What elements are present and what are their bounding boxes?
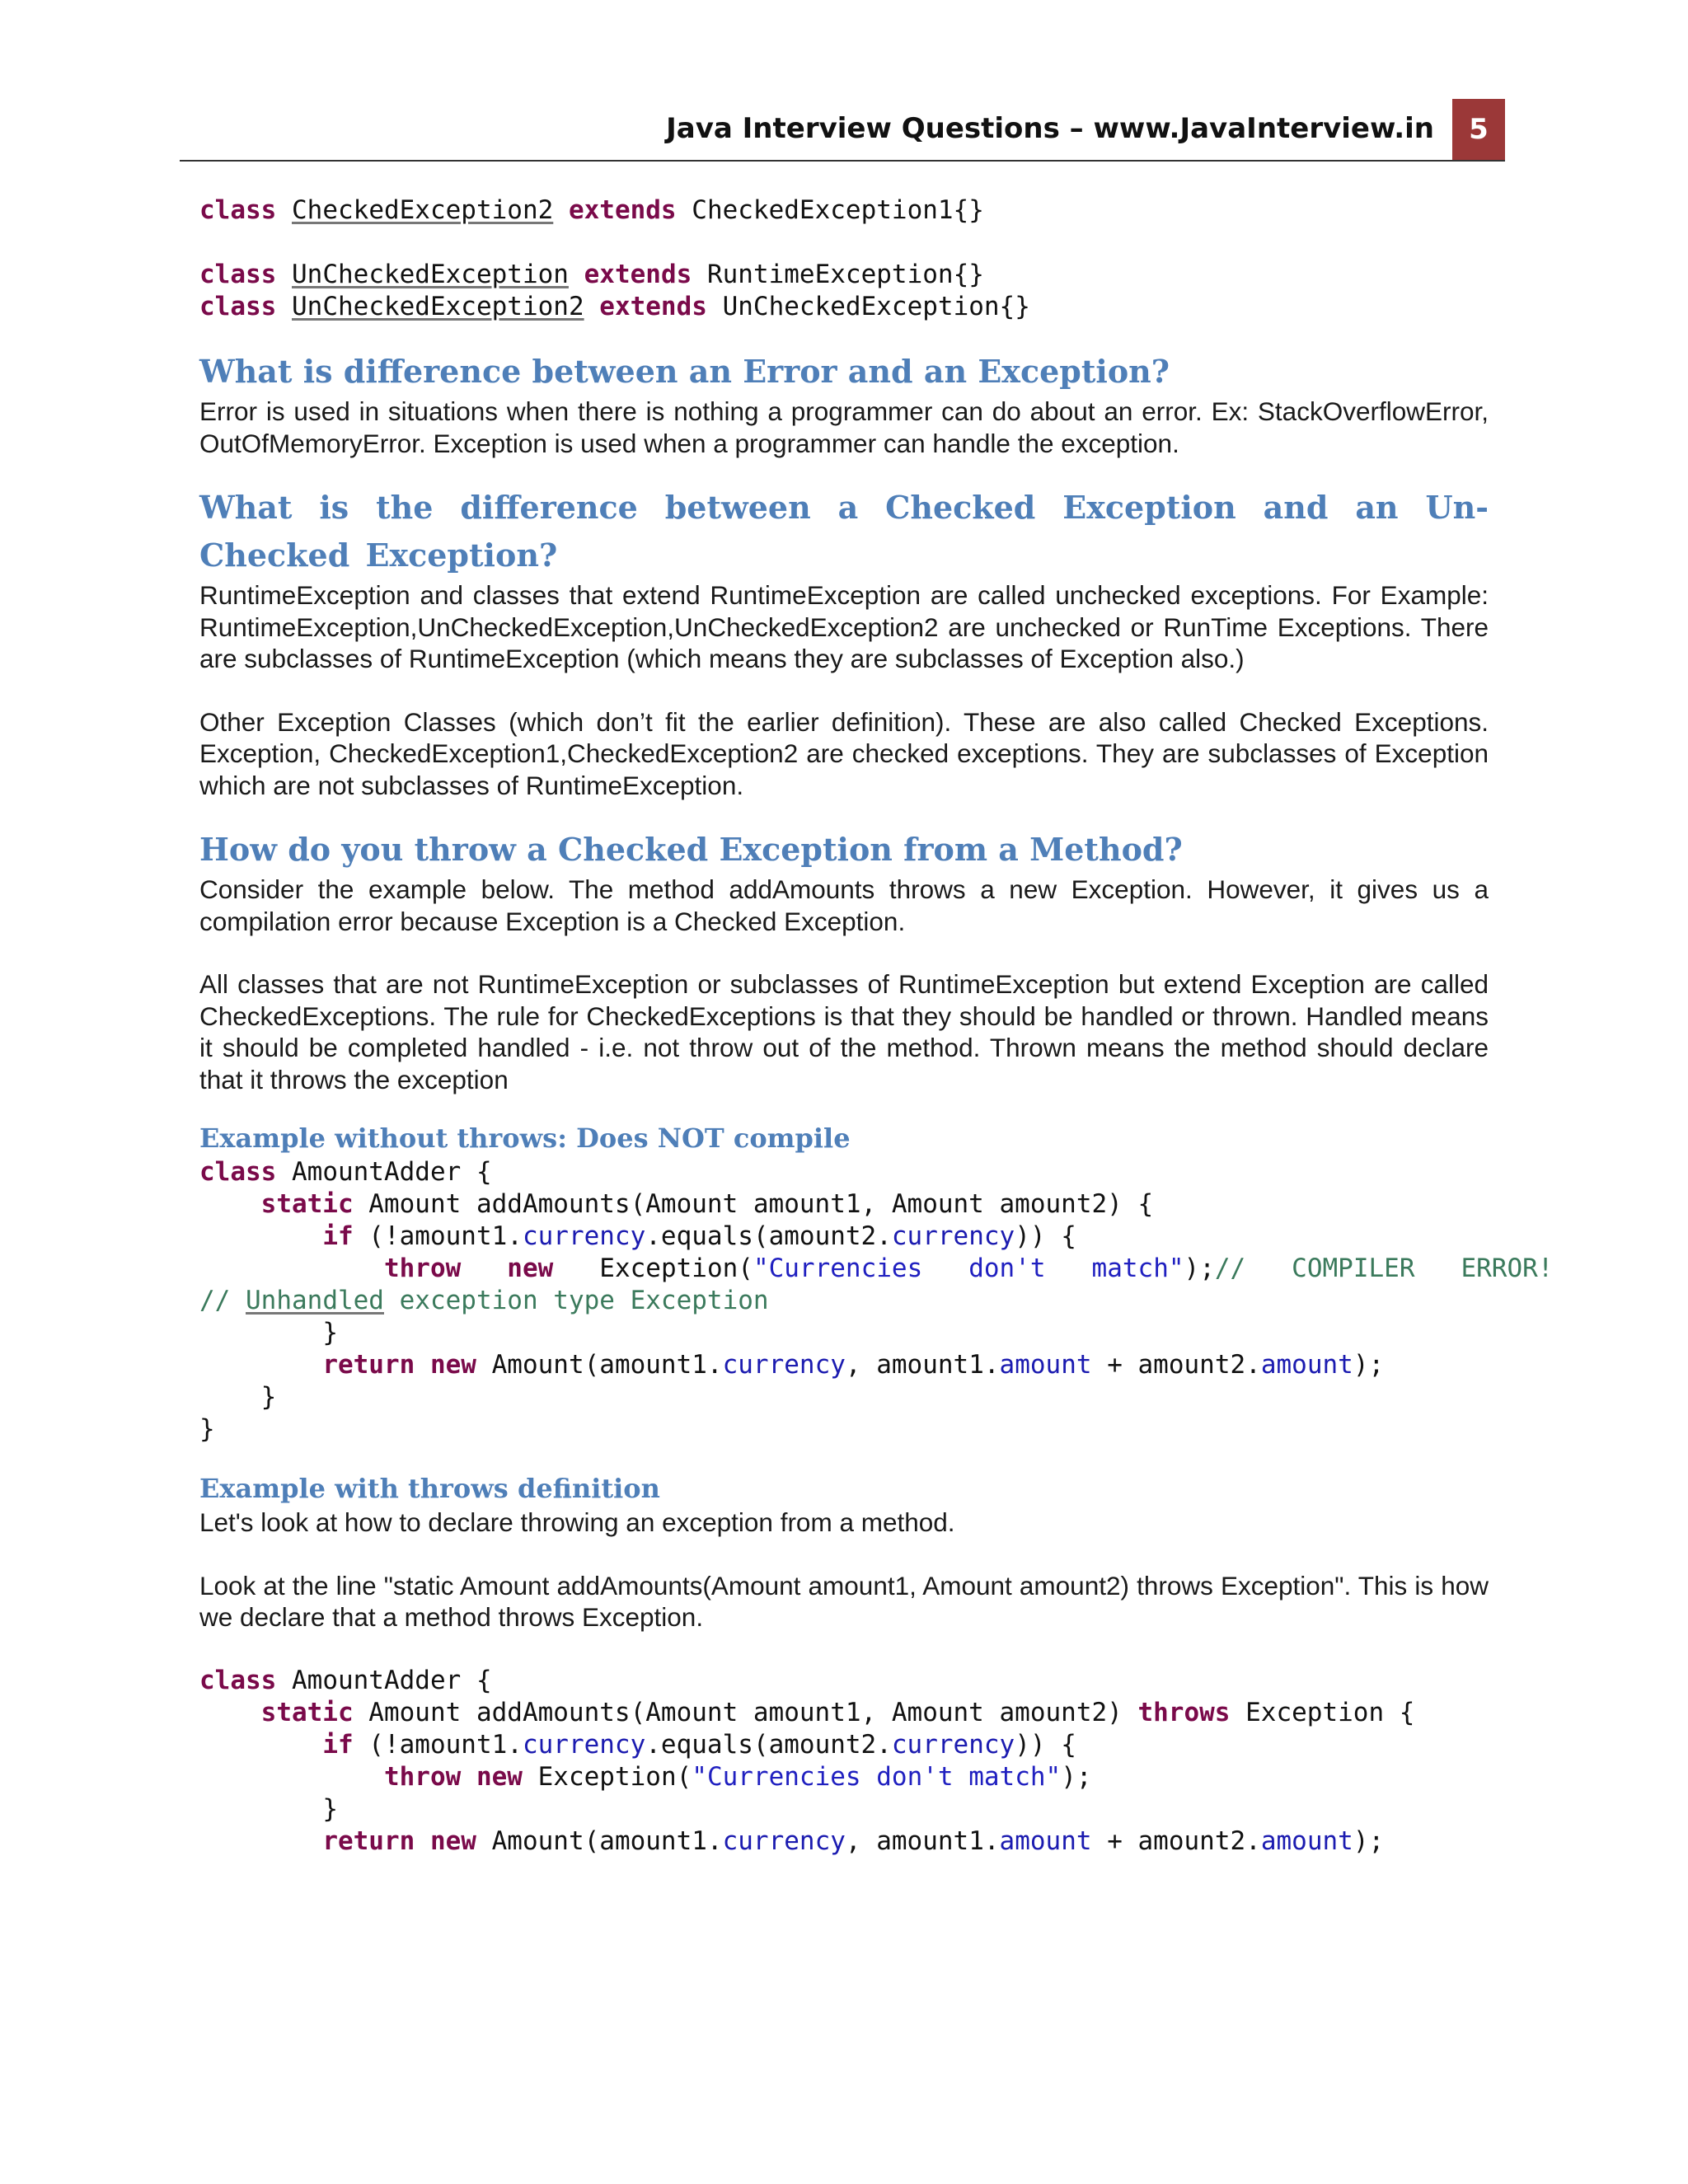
code-text: ); [1353, 1350, 1385, 1380]
code-example-without-throws [199, 1156, 1554, 1446]
code-text: UnCheckedException{} [722, 292, 1030, 321]
code-class-name: UnCheckedException [292, 260, 569, 289]
code-keyword: new [507, 1254, 554, 1283]
code-keyword: extends [599, 292, 707, 321]
code-text: Amount(amount1. [476, 1825, 723, 1856]
code-field: currency [722, 1350, 846, 1380]
code-keyword: if [322, 1221, 354, 1251]
code-text: + amount2. [1091, 1825, 1261, 1856]
section-body-checked: Other Exception Classes (which don’t fit the earlier definition). These are also called Checked Exceptions. Exception, CheckedException1,CheckedException2 are checked exceptions. They are subclasses of Exception which are not subclasses of RuntimeException. [199, 706, 1489, 800]
page-number-badge: 5 [1452, 99, 1505, 160]
code-keyword: class [199, 195, 277, 225]
code-class-name: UnCheckedException2 [292, 292, 584, 321]
code-text: } [199, 1414, 215, 1444]
code-text: .equals(amount2. [645, 1729, 892, 1760]
section-heading-throw-checked: How do you throw a Checked Exception from a Method? [199, 831, 1183, 868]
example-with-throws-intro: Let's look at how to declare throwing an exception from a method. [199, 1507, 955, 1537]
code-keyword: throw [383, 1254, 462, 1283]
code-text: , amount1. [845, 1825, 1000, 1856]
code-keyword: new [476, 1761, 523, 1792]
section-body-checked-rule: All classes that are not RuntimeException or subclasses of RuntimeException but extend Exception are called CheckedExceptions. The rule for CheckedExceptions is that they should be handled or thrown. Handled means it should be completed handled - i.e. not throw out of the method. Thrown means the method should declare that it throws the exception [199, 969, 1489, 1094]
code-keyword: return [322, 1825, 415, 1856]
code-keyword: class [199, 1157, 277, 1187]
code-comment: exception type Exception [383, 1286, 769, 1315]
code-text: Amount addAmounts(Amount amount1, Amount amount2) [353, 1697, 1138, 1727]
page-header [180, 99, 1505, 162]
code-field: currency [522, 1221, 646, 1251]
code-text: Amount addAmounts(Amount amount1, Amount amount2) { [353, 1189, 1154, 1219]
code-keyword: static [260, 1697, 354, 1727]
code-comment: Unhandled [246, 1286, 384, 1315]
code-field: currency [522, 1729, 646, 1760]
code-keyword: extends [584, 260, 692, 289]
code-keyword: if [322, 1729, 354, 1760]
code-keyword: return [322, 1350, 415, 1380]
code-text: Exception { [1230, 1697, 1415, 1727]
code-text: Amount(amount1. [476, 1350, 723, 1380]
section-body-error-vs-exception: Error is used in situations when there is nothing a programmer can do about an error. Ex: StackOverflowError, OutOfMemoryError. Exception is used when a programmer can handle the exception. [199, 396, 1489, 458]
code-keyword: class [199, 292, 277, 321]
code-keyword: new [429, 1350, 476, 1380]
code-comment: // COMPILER ERROR! [1214, 1254, 1554, 1283]
code-keyword: new [429, 1825, 476, 1856]
section-heading-checked-vs-unchecked: What is the difference between a Checked Exception and an Un-Checked Exception? [199, 489, 1489, 574]
code-string: "Currencies don't match" [753, 1254, 1184, 1283]
section-body-unchecked: RuntimeException and classes that extend RuntimeException are called unchecked exceptions. For Example: RuntimeException,UnCheckedException,UnCheckedException2 are unchecked or RunTime Exceptions. There are subclasses of RuntimeException (which means they are subclasses of Exception also.) [199, 580, 1489, 673]
code-string: "Currencies don't match" [692, 1761, 1062, 1792]
code-text: RuntimeException{} [706, 260, 984, 289]
code-keyword: class [199, 1665, 277, 1695]
code-field: currency [891, 1729, 1015, 1760]
code-text: AmountAdder { [276, 1665, 492, 1695]
code-field: amount [999, 1825, 1092, 1856]
code-text: ); [1061, 1761, 1092, 1792]
code-text: Exception( [599, 1254, 753, 1283]
code-text: ); [1184, 1254, 1215, 1283]
page-content [199, 194, 1554, 1858]
code-text: + amount2. [1091, 1350, 1261, 1380]
code-text: } [260, 1382, 277, 1412]
code-text: ); [1353, 1825, 1385, 1856]
code-comment: // [199, 1286, 246, 1315]
code-text: (!amount1. [353, 1729, 523, 1760]
code-text: )) { [1015, 1221, 1076, 1251]
code-field: amount [1260, 1350, 1353, 1380]
code-example-with-throws [199, 1665, 1489, 1858]
code-text: CheckedException1{} [692, 195, 984, 225]
example-with-throws-explanation: Look at the line "static Amount addAmounts(Amount amount1, Amount amount2) throws Exception". This is how we declare that a method throws Exception. [199, 1570, 1489, 1632]
code-keyword: extends [568, 195, 677, 225]
code-text: AmountAdder { [276, 1157, 492, 1187]
code-keyword: throw [383, 1761, 462, 1792]
class-declarations-code [199, 194, 1489, 323]
code-text: } [322, 1318, 338, 1347]
code-field: amount [1260, 1825, 1353, 1856]
code-field: currency [891, 1221, 1015, 1251]
code-text: )) { [1015, 1729, 1076, 1760]
code-text: .equals(amount2. [645, 1221, 892, 1251]
code-text: , amount1. [845, 1350, 1000, 1380]
code-keyword: class [199, 260, 277, 289]
code-text: } [322, 1793, 338, 1824]
section-heading-error-vs-exception: What is difference between an Error and an Exception? [199, 353, 1170, 390]
code-text: Exception( [522, 1761, 692, 1792]
example-heading-with-throws: Example with throws definition [199, 1473, 660, 1504]
code-class-name: CheckedException2 [292, 195, 554, 225]
code-field: currency [722, 1825, 846, 1856]
code-keyword: static [260, 1189, 354, 1219]
code-text: (!amount1. [353, 1221, 523, 1251]
code-keyword: throws [1137, 1697, 1231, 1727]
section-body-throw-intro: Consider the example below. The method addAmounts throws a new Exception. However, it gives us a compilation error because Exception is a Checked Exception. [199, 874, 1489, 936]
code-field: amount [999, 1350, 1092, 1380]
header-title: Java Interview Questions – www.JavaInterview.in [666, 112, 1434, 145]
example-heading-without-throws: Example without throws: Does NOT compile [199, 1122, 851, 1154]
